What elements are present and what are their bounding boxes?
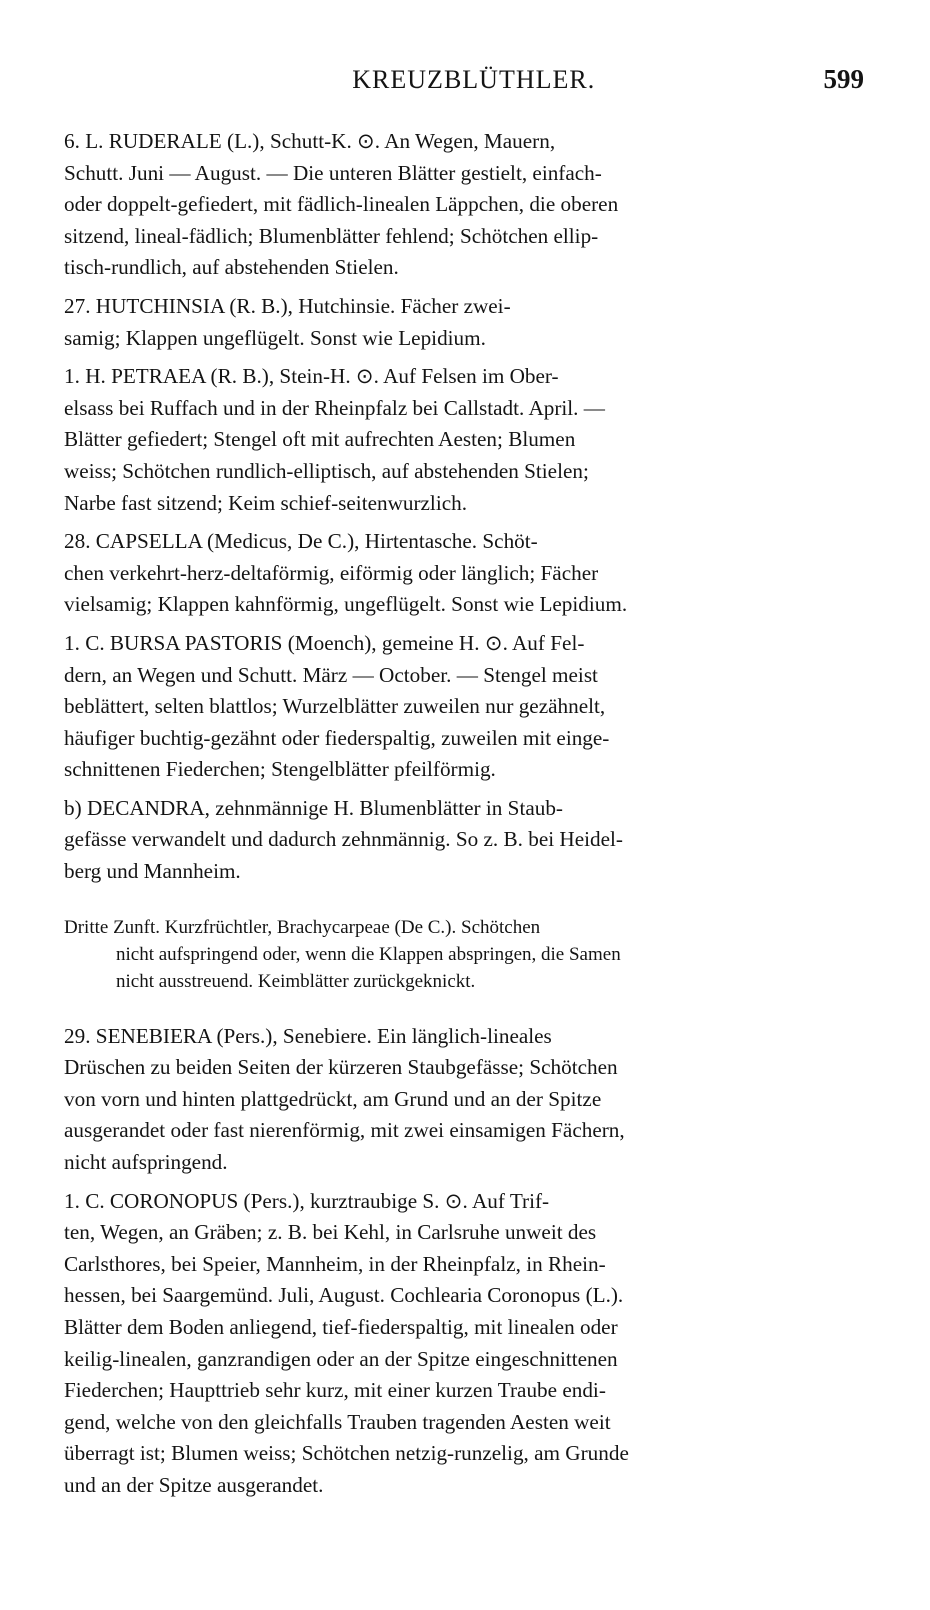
entry-senebiera-coronopus	[64, 1186, 864, 1502]
text-line: 28. CAPSELLA (Medicus, De C.), Hirtentasche. Schöt-	[64, 529, 538, 554]
text-line: Fiederchen; Haupttrieb sehr kurz, mit einer kurzen Traube endi-	[64, 1378, 606, 1403]
text-line: sitzend, lineal-fädlich; Blumenblätter fehlend; Schötchen ellip-	[64, 223, 599, 248]
text-line: 6. L. RUDERALE (L.), Schutt-K. ⊙. An Wegen, Mauern,	[64, 129, 556, 153]
text-line: Blätter dem Boden anliegend, tief-fiederspaltig, mit linealen oder	[64, 1315, 618, 1339]
text-line: ten, Wegen, an Gräben; z. B. bei Kehl, in Carlsruhe unweit des	[64, 1220, 597, 1245]
entries-block	[64, 126, 864, 888]
text-line: häufiger buchtig-gezähnt oder fiederspaltig, zuweilen mit einge-	[64, 725, 610, 750]
text-line: überragt ist; Blumen weiss; Schötchen netzig-runzelig, am Grunde	[64, 1441, 629, 1466]
text-line: chen verkehrt-herz-deltaförmig, eiförmig oder länglich; Fächer	[64, 560, 599, 585]
running-head: KREUZBLÜTHLER.	[352, 65, 596, 94]
text-line: Dritte Zunft. Kurzfrüchtler, Brachycarpeae (De C.). Schötchen	[64, 916, 541, 938]
text-line: keilig-linealen, ganzrandigen oder an der Spitze eingeschnittenen	[64, 1346, 618, 1371]
text-line: schnittenen Fiederchen; Stengelblätter pfeilförmig.	[64, 757, 496, 782]
text-line: tisch-rundlich, auf abstehenden Stielen.	[64, 255, 399, 280]
text-line: dern, an Wegen und Schutt. März — October. — Stengel meist	[64, 662, 598, 687]
entry-hutchinsia	[64, 291, 864, 354]
text-line: gend, welche von den gleichfalls Trauben tragenden Aesten weit	[64, 1409, 611, 1434]
entry-lepidium-ruderale	[64, 126, 864, 284]
text-line: Carlsthores, bei Speier, Mannheim, in der Rheinpfalz, in Rhein-	[64, 1251, 606, 1276]
entry-decandra	[64, 793, 864, 888]
text-line: ausgerandet oder fast nierenförmig, mit zwei einsamigen Fächern,	[64, 1118, 625, 1143]
entry-senebiera	[64, 1021, 864, 1179]
text-line: von vorn und hinten plattgedrückt, am Grund und an der Spitze	[64, 1086, 602, 1111]
text-line: 1. H. PETRAEA (R. B.), Stein-H. ⊙. Auf Felsen im Ober-	[64, 364, 559, 389]
entries-block-after	[64, 1021, 864, 1502]
text-line: berg und Mannheim.	[64, 859, 241, 884]
zunft-heading	[64, 914, 864, 995]
text-line: und an der Spitze ausgerandet.	[64, 1472, 324, 1497]
text-line: elsass bei Ruffach und in der Rheinpfalz bei Callstadt. April. —	[64, 395, 605, 420]
entry-capsella-bursa-pastoris	[64, 628, 864, 786]
text-line: Drüschen zu beiden Seiten der kürzeren Staubgefässe; Schötchen	[64, 1055, 618, 1080]
page-header	[64, 64, 864, 104]
text-line: nicht aufspringend oder, wenn die Klappen abspringen, die Samen	[116, 943, 621, 965]
entry-hutchinsia-petraea	[64, 361, 864, 519]
text-line: b) DECANDRA, zehnmännige H. Blumenblätter in Staub-	[64, 795, 563, 820]
text-line: 27. HUTCHINSIA (R. B.), Hutchinsie. Fächer zwei-	[64, 293, 511, 318]
text-line: gefässe verwandelt und dadurch zehnmännig. So z. B. bei Heidel-	[64, 827, 623, 852]
text-line: Blätter gefiedert; Stengel oft mit aufrechten Aesten; Blumen	[64, 427, 576, 452]
text-line: 29. SENEBIERA (Pers.), Senebiere. Ein länglich-lineales	[64, 1023, 552, 1048]
text-line: vielsamig; Klappen kahnförmig, ungeflügelt. Sonst wie Lepidium.	[64, 592, 628, 617]
page-number: 599	[823, 64, 864, 94]
entry-capsella	[64, 526, 864, 621]
text-line: samig; Klappen ungeflügelt. Sonst wie Lepidium.	[64, 325, 486, 350]
text-line: 1. C. CORONOPUS (Pers.), kurztraubige S. ⊙. Auf Trif-	[64, 1188, 550, 1213]
text-line: nicht aufspringend.	[64, 1150, 228, 1175]
text-line: Narbe fast sitzend; Keim schief-seitenwurzlich.	[64, 490, 467, 515]
text-line: beblättert, selten blattlos; Wurzelblätter zuweilen nur gezähnelt,	[64, 694, 606, 719]
text-line: 1. C. BURSA PASTORIS (Moench), gemeine H. ⊙. Auf Fel-	[64, 630, 585, 655]
text-line: weiss; Schötchen rundlich-elliptisch, auf abstehenden Stielen;	[64, 458, 589, 483]
text-line: nicht ausstreuend. Keimblätter zurückgeknickt.	[116, 970, 476, 992]
text-line: Schutt. Juni — August. — Die unteren Blätter gestielt, einfach-	[64, 160, 602, 185]
text-line: oder doppelt-gefiedert, mit fädlich-linealen Läppchen, die oberen	[64, 192, 619, 217]
text-line: hessen, bei Saargemünd. Juli, August. Cochlearia Coronopus (L.).	[64, 1283, 624, 1308]
